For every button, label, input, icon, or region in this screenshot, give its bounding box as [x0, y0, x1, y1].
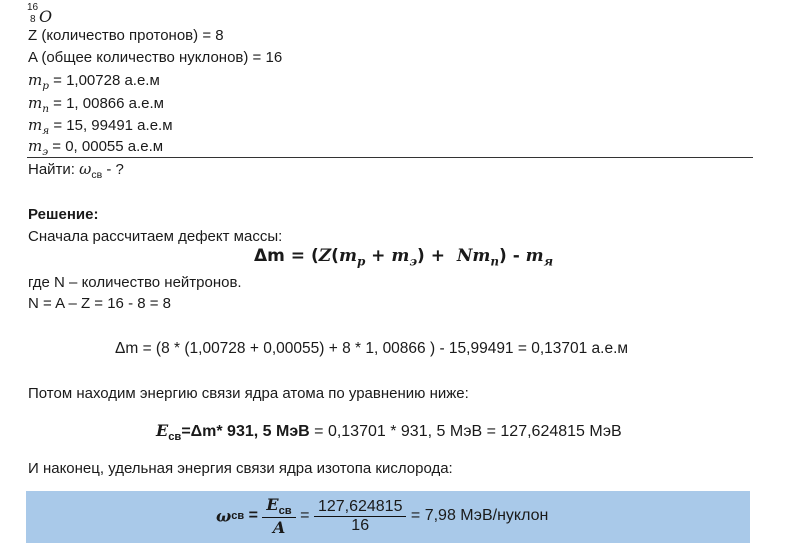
- result-highlight-box: [26, 491, 750, 543]
- mya-sub: я: [42, 125, 50, 137]
- energy-sub: св: [168, 431, 182, 444]
- solution-intro: Сначала рассчитаем дефект массы:: [28, 228, 283, 245]
- energy-symbol: E: [156, 421, 169, 440]
- nuclide-symbol: [27, 2, 67, 28]
- mya-symbol: m: [28, 116, 43, 134]
- energy-intro: Потом находим энергию связи ядра атома по уравнению ниже:: [28, 385, 469, 402]
- frac-num-symbol: E: [266, 495, 279, 514]
- binding-energy-formula: [156, 421, 622, 443]
- a-line: A (общее количество нуклонов) = 16: [28, 49, 283, 66]
- me-line: [28, 137, 163, 158]
- z-line: Z (количество протонов) = 8: [28, 27, 224, 44]
- specific-energy-result: = 7,98 МэВ/нуклон: [410, 507, 549, 525]
- me-value: = 0, 00055 а.е.м: [48, 138, 164, 155]
- me-sub: э: [42, 146, 49, 158]
- find-tail: - ?: [102, 161, 124, 178]
- find-sub: св: [91, 169, 103, 181]
- energy-rhs-bold: =Δm* 931, 5 МэВ: [181, 423, 310, 440]
- mass-number: 16: [27, 2, 39, 13]
- frac-den-symbol: A: [262, 517, 295, 537]
- find-symbol: ω: [79, 160, 92, 178]
- find-label: Найти:: [28, 161, 80, 178]
- mp-symbol: m: [28, 71, 43, 89]
- fraction-symbolic: [262, 495, 295, 537]
- mass-defect-formula: $\Delta m = (Z(m_p + m_э) + Nm_n) - m_я$: [254, 246, 554, 269]
- mn-line: [28, 94, 164, 115]
- frac-num-sub: св: [278, 505, 292, 518]
- final-intro: И наконец, удельная энергия связи ядра изотопа кислорода:: [28, 460, 453, 477]
- frac-den-value: 16: [314, 516, 407, 535]
- divider-line: [27, 157, 753, 158]
- mn-symbol: m: [28, 94, 43, 112]
- me-symbol: m: [28, 137, 43, 155]
- frac-num-value: 127,624815: [317, 497, 403, 515]
- solution-heading: Решение:: [28, 206, 99, 223]
- omega-sub: св: [231, 510, 245, 523]
- mya-line: [28, 116, 173, 137]
- mn-value: = 1, 00866 а.е.м: [49, 95, 164, 112]
- mp-sub: p: [42, 80, 49, 92]
- atomic-number: 8: [30, 14, 36, 25]
- fraction-numeric: [314, 498, 407, 535]
- specific-energy-formula: ωсв = $\frac{E_{св}}{A}$ = $\frac{127,624815}{16}$ = 7,98 МэВ/нуклон: [216, 495, 549, 538]
- element-symbol: O: [39, 7, 53, 26]
- mass-defect-calc: Δm = (8 * (1,00728 + 0,00055) + 8 * 1, 00866 ) - 15,99491 = 0,13701 а.е.м: [115, 340, 629, 357]
- find-line: [28, 160, 124, 181]
- where-line: где N – количество нейтронов.: [28, 274, 242, 291]
- mp-line: [28, 71, 160, 92]
- n-calc-line: N = A – Z = 16 - 8 = 8: [28, 295, 172, 312]
- omega-symbol: ω: [216, 506, 232, 526]
- energy-rhs: = 0,13701 * 931, 5 МэВ = 127,624815 МэВ: [309, 423, 622, 440]
- mn-sub: n: [42, 103, 49, 115]
- mp-value: = 1,00728 а.е.м: [48, 72, 160, 89]
- mya-value: = 15, 99491 а.е.м: [49, 117, 173, 134]
